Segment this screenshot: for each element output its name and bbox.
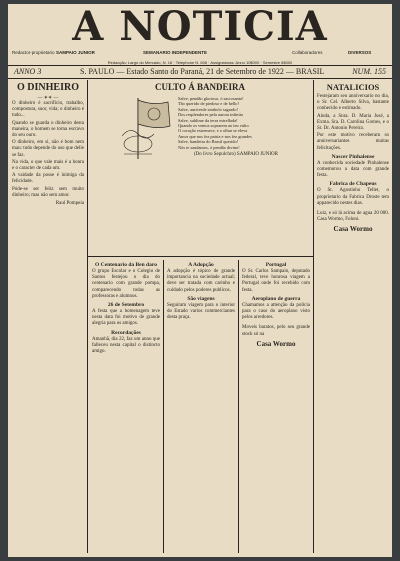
poem-line: Nós te saudamos, ó pendão divino! (178, 144, 240, 150)
article-body: O grupo Escolar e o Colegio de Santos festejou o dia do centenario com grande pompa, comparecendo todas as professoras e alumnos. (92, 269, 160, 299)
article-heading: São viagens (187, 295, 215, 302)
article-body (317, 94, 389, 152)
article-heading: A Adopção (188, 262, 214, 268)
article-body: A conhecida sociedade Pinhalense comemorou a data com grande festa. (317, 160, 389, 179)
dateline-rule (8, 78, 392, 79)
article-body: O Sr. Agostinho Tellet, o proprietario da Fabrica Droste tem apparecido nestes dias. (317, 188, 389, 206)
article-body: A festa que a homenagem teve nesta data foi motivo de grande alegria para os amigos. (92, 309, 160, 327)
advert-line: Luiz, e só lá acima de agua 20 000. Casa Wormo, Foloni. (317, 211, 389, 223)
column-dinheiro (12, 80, 84, 206)
article-signature: Raul Pompeia (55, 201, 84, 207)
column-center (92, 80, 308, 94)
masthead-tagline: SEMANARIO INDEPENDENTE (143, 50, 208, 55)
editor-label: Redactor-proprietario (12, 50, 55, 55)
article-body: Amanhã, dia 22, faz um anno que falleceu nesta capital o distincto amigo. (92, 336, 160, 355)
poem-line: O coração estremece, e o olhar se eleva (178, 128, 248, 134)
poem-line: Salve, pendão glorioso, ó sacrosanto! (178, 96, 244, 101)
masthead (8, 4, 392, 52)
advert-name: Casa Wormo (256, 339, 296, 348)
article-heading: 26 de Setembro (107, 302, 145, 309)
column-divider (163, 260, 164, 553)
column-natalicios (317, 80, 389, 234)
article-body: A adopção é tópico de grande importancia na sociedade actual; deve ser tratada com carinho e cuidado pelos poderes publicos. (167, 269, 235, 293)
masthead-subtitle-row (8, 50, 392, 58)
subcolumn-b (167, 260, 235, 321)
issue-year: ANNO 3 (14, 67, 42, 76)
poem-signature: (Do livro Sepulchro) SAMPAIO JUNIOR (194, 152, 278, 158)
column-divider (313, 80, 314, 553)
flag-illustration-icon (118, 96, 173, 161)
article-body: Seguiram viagem para o interior do Estado varios commerciantes desta praça. (167, 302, 235, 321)
article-heading: Aeroplano de guerra (251, 295, 301, 302)
dateline (8, 66, 392, 78)
article-heading: Fabrica de Chapeus (329, 181, 377, 188)
editor-name: SAMPAIO JUNIOR (56, 50, 95, 55)
paragraph: Na vida, o que vale mais é a honra e o caracter de cada um. (12, 159, 84, 172)
section-rule (87, 256, 313, 257)
subcolumn-a (92, 260, 160, 355)
paragraph: Ainda, a Snra. D. Maria José, a Exma. Sra. D. Carolina Gomes, e o Sr. Dr. Antonio Pereira. (317, 113, 389, 132)
paragraph: Por este motivo receberam os anniversariantes muitas felicitações. (317, 133, 389, 151)
poem-culto-bandeira (178, 96, 278, 157)
divider-ornament: — ✶✶ — (37, 96, 59, 101)
poem-line: Amor que nos fez patria e nos fez grandes (178, 133, 252, 139)
poem-line: Salve, auriverde simbolo sagrado! (178, 106, 238, 112)
paragraph: O dinheiro é sacrificio, trabalho, compostura, suor, vida; o dinheiro é tudo... (12, 101, 84, 119)
newspaper-page (8, 4, 392, 557)
advert-name: Casa Wormo (333, 225, 373, 234)
article-heading: Nascer Pinhalense (331, 153, 375, 160)
paragraph: A vaidade da posse é inimiga da felicidade. (12, 173, 84, 185)
culto-heading: CULTO Á BANDEIRA (154, 82, 246, 92)
article-heading: O Centenario da Ben daro (95, 262, 157, 268)
column-divider (87, 80, 88, 553)
issue-number: NUM. 155 (352, 67, 386, 76)
article-heading: Recordações (111, 329, 141, 336)
column-divider (238, 260, 239, 553)
contributors-name: DIVERSOS (348, 50, 372, 55)
newspaper-title: A NOTICIA (72, 4, 328, 50)
contributors-label: Collaboradores (292, 50, 323, 55)
poem-line: Tão querido de piedoso e de bello! (178, 101, 239, 107)
paragraph: O dinheiro, em si, não é bom nem mau: tudo depende do uso que delle se faz. (12, 140, 84, 158)
article-body: Chamamos a attenção da policia para o caso do aeroplano visto pelos arredores. (242, 302, 310, 321)
paragraph: Póde-se ser feliz sem muito dinheiro; mas não sem amor. (12, 186, 84, 198)
poem-line: Salve, bandeira do Brasil querido! (178, 139, 239, 145)
advert-line: Moveis baratos, pelo seu grande stock só na (242, 325, 310, 337)
article-heading: O DINHEIRO (17, 82, 79, 93)
poem-line: Salve, sublime da terra estrellada! (178, 117, 238, 123)
paragraph: Quando se guarda o dinheiro desta maneira, o homem se torna escravo do seu ouro. (12, 120, 84, 139)
masthead-address-line: Redacção: Largo do Mercado, N. 16 · Telephone N. 606 · Assignaturas: Anno 10$000 · Semestre 6$000 (107, 60, 293, 65)
paragraph: Festejaram seu anniversario no dia, o Sr. Cel. Alberto Silva, bastante conhecido e estimado. (317, 94, 389, 112)
place-date: S. PAULO — Estado Santo do Paraná, 21 de Setembro de 1922 — BRASIL (80, 67, 325, 76)
article-heading: NATALICIOS (326, 82, 380, 92)
article-heading: Portugal (265, 262, 287, 268)
poem-line: Dos resplendores pela aurora infinita (178, 112, 243, 118)
poem-line: Quando os ventos soprarem ao teu vulto (178, 123, 249, 129)
article-body: O Sr. Carlos Sampaio, deputado federal, teve honrosa viagem a Portugal onde foi recebido com festa. (242, 269, 310, 293)
article-body (12, 101, 84, 199)
subcolumn-c (242, 260, 310, 349)
